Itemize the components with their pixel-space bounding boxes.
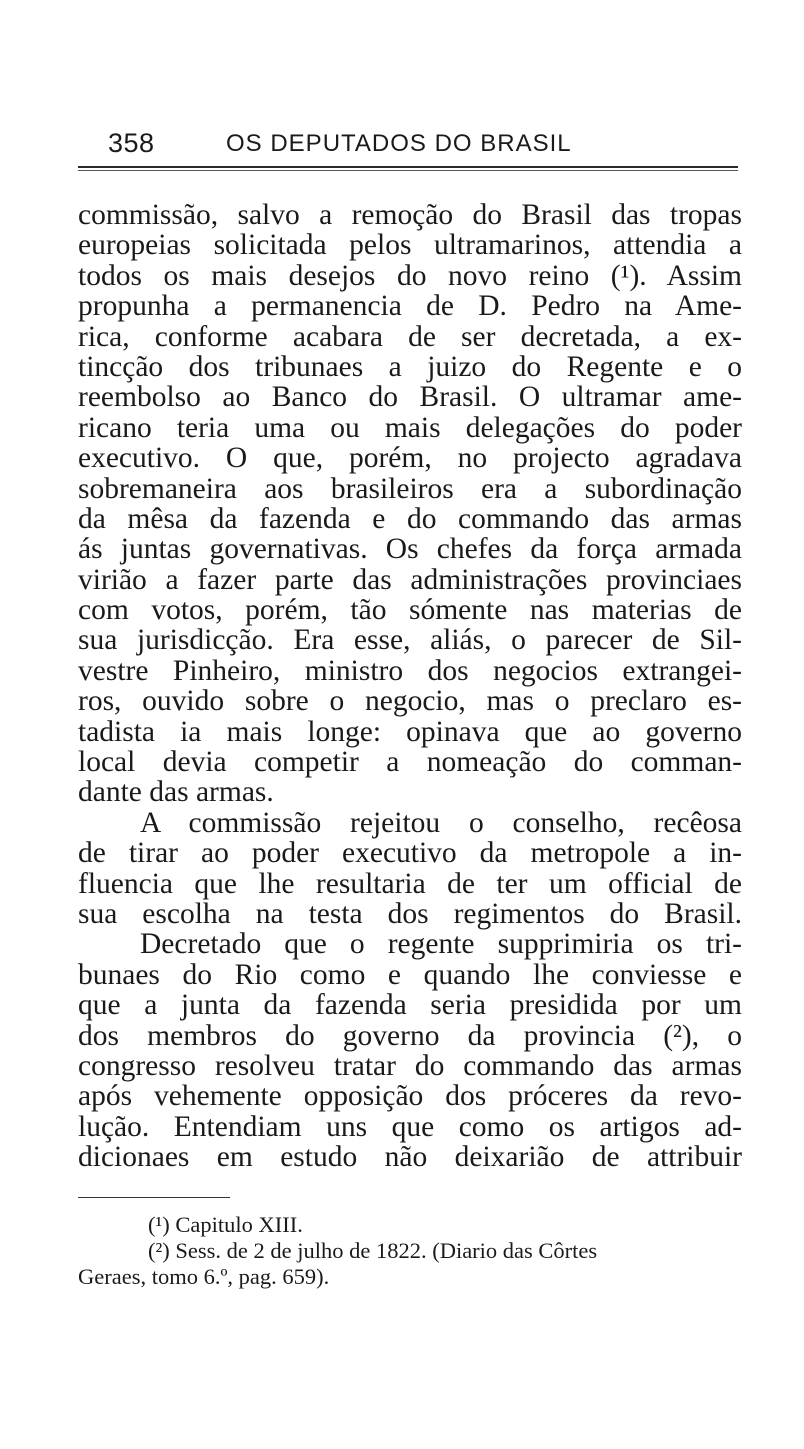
text-line: europeias solicitada pelos ultramarinos, attendia a [78, 229, 742, 262]
text-line: tadista ia mais longe: opinava que ao governo [78, 715, 742, 748]
text-line: local devia competir a nomeação do comman- [78, 746, 742, 779]
text-line: virião a fazer parte das administrações provinciaes [78, 563, 742, 596]
running-title: OS DEPUTADOS DO BRASIL [226, 130, 572, 157]
text-line: com votos, porém, tão sómente nas materias de [78, 594, 742, 627]
text-line: dante das armas. [78, 776, 274, 809]
text-line: de tirar ao poder executivo da metropole a in- [78, 837, 742, 870]
text-line: que a junta da fazenda seria presidida por um [78, 989, 742, 1022]
page-number: 358 [108, 128, 155, 158]
text-line: ros, ouvido sobre o negocio, mas o preclaro es- [78, 685, 742, 718]
text-line: tincção dos tribunaes a juizo do Regente e o [78, 350, 742, 383]
text-line: propunha a permanencia de D. Pedro na Ame- [78, 290, 742, 323]
text-line: sobremaneira aos brasileiros era a subordinação [78, 472, 742, 505]
footnotes [78, 1212, 742, 1290]
text-line: dos membros do governo da provincia (²), o [78, 1019, 742, 1052]
text-line: executivo. O que, porém, no projecto agradava [78, 442, 742, 475]
text-line: rica, conforme acabara de ser decretada, a ex- [78, 320, 742, 353]
text-line: Decretado que o regente supprimiria os tri- [140, 928, 742, 961]
text-line: A commissão rejeitou o conselho, recêosa [140, 806, 742, 839]
body-text [78, 200, 742, 1173]
running-head [108, 128, 738, 168]
text-line: sua jurisdicção. Era esse, aliás, o parecer de Sil- [78, 624, 742, 657]
text-line: após vehemente opposição dos próceres da revo- [78, 1080, 742, 1113]
text-line: dicionaes em estudo não deixarião de attribuir [78, 1141, 742, 1174]
text-line: vestre Pinheiro, ministro dos negocios extrangei- [78, 654, 742, 687]
header-rule [78, 166, 738, 168]
header-rule-thin [78, 170, 738, 171]
text-line: todos os mais desejos do novo reino (¹). Assim [78, 259, 742, 292]
text-line: ricano teria uma ou mais delegações do poder [78, 411, 742, 444]
text-line: ás juntas governativas. Os chefes da força armada [78, 533, 742, 566]
text-line: reembolso ao Banco do Brasil. O ultramar ame- [78, 381, 742, 414]
text-line: fluencia que lhe resultaria de ter um official de [78, 867, 742, 900]
text-line: lução. Entendiam uns que como os artigos ad- [78, 1110, 742, 1143]
footnote-1: (¹) Capitulo XIII. [148, 1212, 303, 1237]
footnote-rule [78, 1197, 230, 1198]
text-line: da mêsa da fazenda e do commando das armas [78, 502, 742, 535]
footnote-2: (²) Sess. de 2 de julho de 1822. (Diario das Côrtes [148, 1238, 598, 1263]
footnote-2-continued: Geraes, tomo 6.º, pag. 659). [78, 1264, 330, 1289]
text-line: sua escolha na testa dos regimentos do Brasil. [78, 897, 742, 930]
text-line: congresso resolveu tratar do commando das armas [78, 1049, 742, 1082]
text-line: bunaes do Rio como e quando lhe conviesse e [78, 958, 742, 991]
text-line: commissão, salvo a remoção do Brasil das tropas [78, 199, 742, 231]
